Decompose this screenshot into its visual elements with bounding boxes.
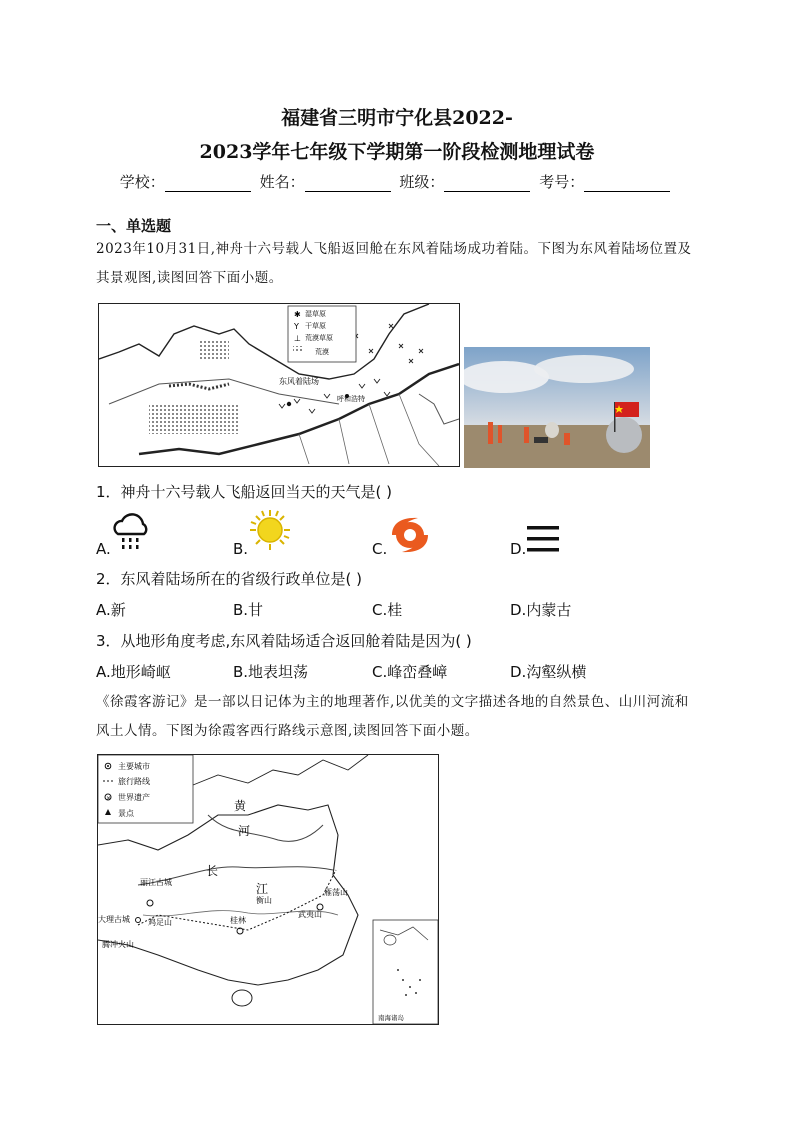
exam-title-line1: 福建省三明市宁化县2022-	[281, 107, 513, 129]
name-label: 姓名：	[259, 173, 305, 191]
q1-option-d[interactable]	[510, 540, 526, 558]
q1-option-b-label: B.	[233, 540, 249, 558]
label-hohhot: 呼和浩特	[337, 395, 365, 403]
exam-title-line2: 2023学年七年级下学期第一阶段检测地理试卷	[199, 141, 595, 163]
svg-text:⊥: ⊥	[294, 334, 301, 343]
school-label: 学校：	[119, 173, 165, 191]
place-dali: 大理古城	[98, 915, 130, 924]
section-heading: 一、单选题	[96, 217, 172, 235]
rain-icon	[110, 510, 154, 554]
svg-text:Y: Y	[294, 322, 299, 331]
q2-option-d[interactable]: D.内蒙古	[510, 601, 572, 619]
place-guilin: 桂林	[230, 916, 246, 925]
q1-option-a-label: A.	[96, 540, 111, 558]
passage-1: 2023年10月31日,神舟十六号载人飞船返回舱在东风着陆场成功着陆。下图为东风着陆场位置及其景观图,读图回答下面小题。	[96, 241, 692, 286]
q1-option-c[interactable]	[372, 540, 387, 558]
passage-2: 《徐霞客游记》是一部以日记体为主的地理著作,以优美的文字描述各地的自然景色、山川河流和风土人情。下图为徐霞客西行路线示意图,读图回答下面小题。	[96, 694, 689, 739]
landing-site-map-svg	[99, 304, 459, 466]
legend-desert: 荒漠	[315, 348, 329, 356]
number-blank[interactable]	[584, 177, 670, 192]
legend-dry-grassland: 干草原	[305, 322, 326, 330]
place-lijiang: 丽江古城	[140, 878, 172, 887]
typhoon-icon	[388, 515, 432, 555]
label-jiang: 江	[256, 882, 269, 896]
label-chang: 长	[206, 864, 219, 878]
fog-icon	[525, 524, 561, 554]
label-he: 河	[238, 824, 251, 838]
legend-route: 旅行路线	[118, 777, 150, 786]
class-blank[interactable]	[444, 177, 530, 192]
legend-heritage: 世界遗产	[118, 793, 150, 802]
landing-site-map	[98, 303, 460, 467]
svg-text:✱: ✱	[294, 310, 301, 319]
place-yandang: 雁荡山	[324, 888, 348, 897]
route-map-svg	[98, 755, 438, 1024]
q3-option-c[interactable]: C.峰峦叠嶂	[372, 663, 448, 681]
q3-option-d[interactable]: D.沟壑纵横	[510, 663, 587, 681]
q1-option-d-label: D.	[510, 540, 527, 558]
legend-wet-grassland: 湿草原	[305, 310, 326, 318]
school-blank[interactable]	[165, 177, 251, 192]
q2-option-b[interactable]: B.甘	[233, 601, 264, 619]
class-label: 班级：	[399, 173, 445, 191]
place-hengshan: 衡山	[256, 896, 272, 905]
q2-option-c[interactable]: C.桂	[372, 601, 403, 619]
q1-option-b[interactable]	[233, 540, 248, 558]
label-landing-site: 东风着陆场	[279, 377, 319, 386]
place-tengchong: 腾冲火山	[102, 940, 134, 949]
number-label: 考号：	[539, 173, 585, 191]
legend-city: 主要城市	[118, 762, 150, 771]
q3-option-a[interactable]: A.地形崎岖	[96, 663, 171, 681]
landing-scene-photo	[464, 347, 650, 468]
q2-option-a[interactable]: A.新	[96, 601, 126, 619]
question-2-stem: 2．东风着陆场所在的省级行政单位是( )	[96, 570, 363, 588]
sun-icon	[248, 508, 292, 552]
place-wuyi: 武夷山	[298, 910, 322, 919]
name-blank[interactable]	[305, 177, 391, 192]
question-3-stem: 3．从地形角度考虑,东风着陆场适合返回舱着陆是因为( )	[96, 632, 472, 650]
q1-option-c-label: C.	[372, 540, 388, 558]
svg-text:×: ×	[106, 795, 112, 802]
q1-option-a[interactable]	[96, 540, 111, 558]
inset-south-china-sea: 南海诸岛	[378, 1014, 404, 1022]
route-map	[97, 754, 439, 1025]
legend-scenic: 景点	[118, 809, 134, 818]
label-huang: 黄	[234, 799, 247, 813]
question-1-stem: 1．神舟十六号载人飞船返回当天的天气是( )	[96, 483, 393, 501]
place-jizu: 鸡足山	[148, 918, 172, 927]
student-info-row	[0, 171, 794, 192]
q3-option-b[interactable]: B.地表坦荡	[233, 663, 309, 681]
legend-desert-grassland: 荒漠草原	[305, 334, 333, 342]
